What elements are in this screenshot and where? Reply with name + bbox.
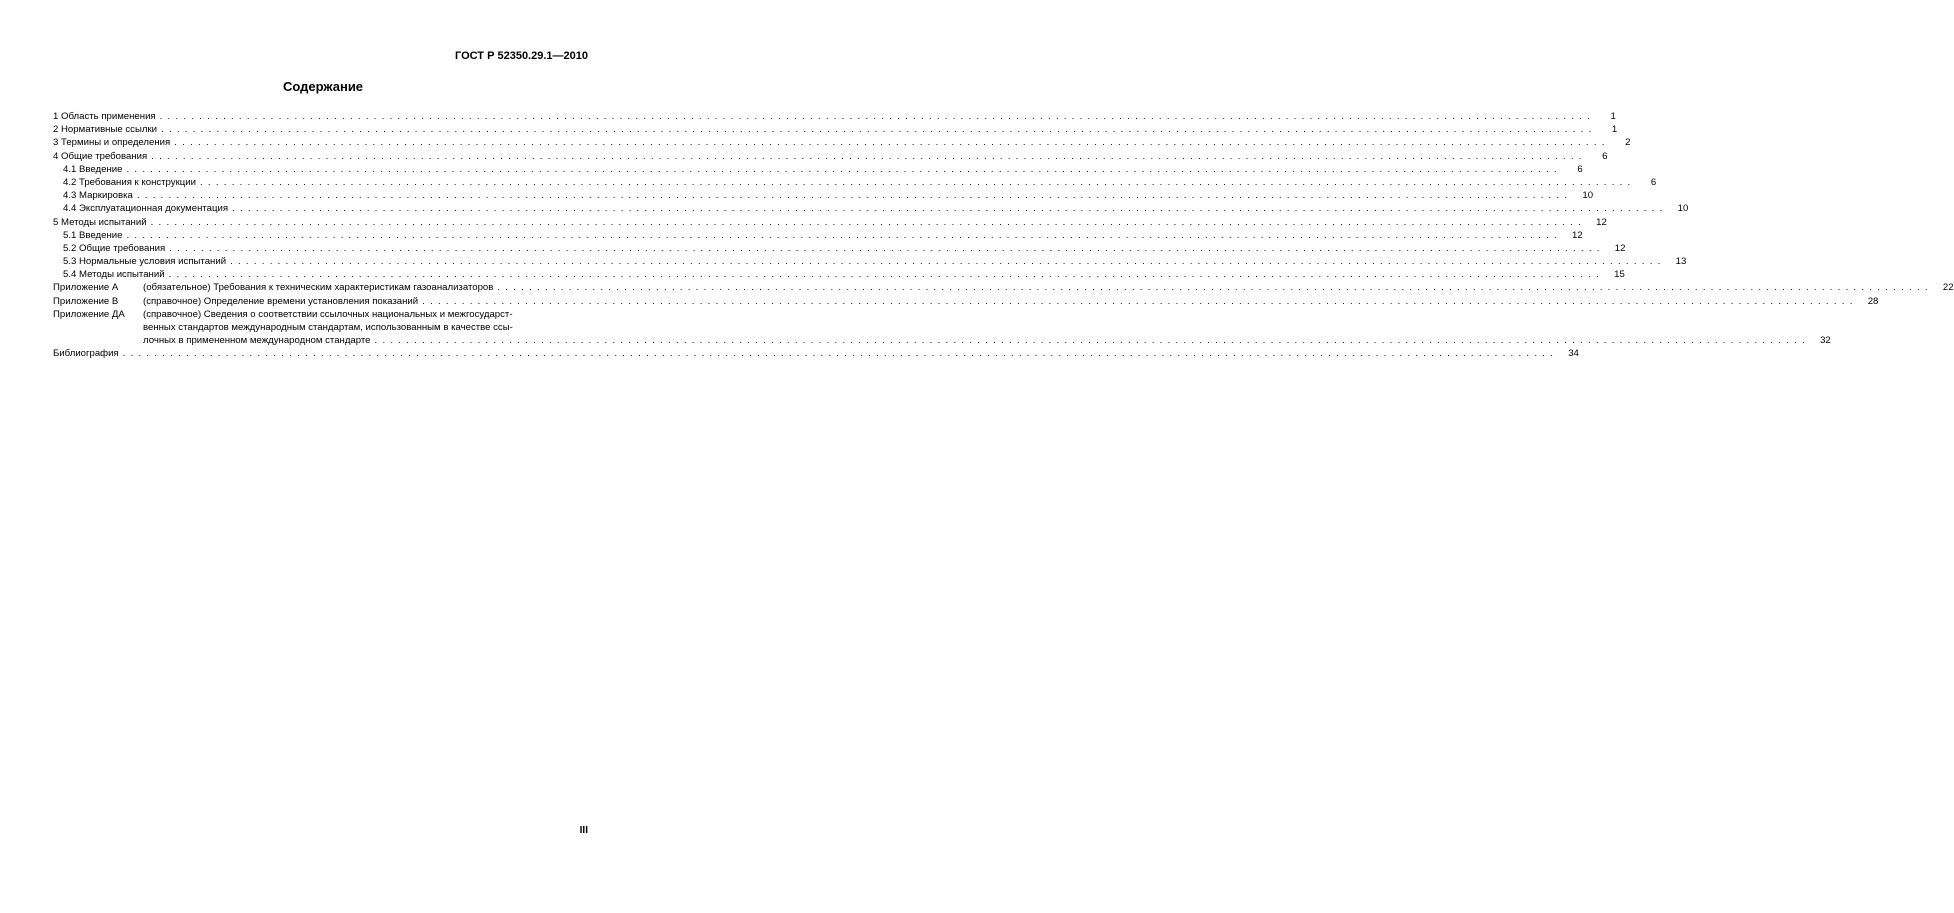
leader-dots — [169, 268, 1599, 281]
toc-entry-label: 4.1 Введение — [63, 163, 123, 175]
toc-entry-label: 1 Область применения — [53, 111, 156, 122]
appendix-key: Приложение ДА — [53, 308, 125, 320]
toc-entry-page: 10 — [1677, 203, 1689, 215]
toc-entry-bibliography[interactable] — [53, 347, 1579, 360]
appendix-key: Приложение А — [53, 282, 119, 294]
toc-entry[interactable] — [53, 216, 1607, 229]
toc-entry-page: 10 — [1582, 190, 1594, 202]
appendix-title-line: (справочное) Сведения о соответствии ссылочных национальных и межгосударст- — [143, 308, 513, 320]
toc-entry-page: 34 — [1568, 348, 1579, 360]
toc-entry-page: 15 — [1614, 269, 1625, 281]
appendix-page: 28 — [1867, 295, 1879, 307]
toc-entry-page: 6 — [1650, 176, 1657, 188]
appendix-entry[interactable] — [53, 281, 1954, 294]
leader-dots — [151, 216, 1581, 229]
toc-entry-page: 6 — [1577, 163, 1583, 175]
leader-dots — [123, 347, 1553, 360]
toc-entry[interactable] — [53, 110, 1616, 123]
toc-entry-page: 2 — [1625, 137, 1631, 149]
toc-entry[interactable] — [53, 136, 1631, 149]
leader-dots — [160, 110, 1590, 123]
toc-subentry[interactable] — [53, 242, 1626, 255]
appendix-title: (справочное) Определение времени установления показаний — [143, 295, 419, 307]
toc-entry-page: 12 — [1614, 242, 1626, 254]
page-number: III — [579, 825, 588, 836]
leader-dots — [497, 281, 1927, 294]
toc-entry-page: 12 — [1572, 229, 1583, 241]
toc-entry-label: 5.2 Общие требования — [63, 242, 166, 254]
toc-entry-page: 1 — [1610, 111, 1616, 122]
leader-dots — [422, 295, 1852, 308]
leader-dots — [375, 334, 1805, 347]
toc-entry[interactable] — [53, 123, 1618, 136]
appendix-entry[interactable] — [53, 308, 1831, 348]
toc-entry-label: Библиография — [53, 348, 119, 360]
appendix-entry[interactable] — [53, 295, 1879, 308]
leader-dots — [126, 163, 1556, 176]
document-code: ГОСТ Р 52350.29.1—2010 — [454, 50, 588, 62]
leader-dots — [151, 150, 1581, 163]
leader-dots — [161, 123, 1591, 136]
toc-subentry[interactable] — [53, 255, 1687, 268]
table-of-contents — [53, 110, 1954, 361]
leader-dots — [169, 242, 1599, 255]
leader-dots — [174, 136, 1604, 149]
leader-dots — [126, 229, 1556, 242]
toc-subentry[interactable] — [53, 202, 1689, 215]
appendix-title-line: венных стандартов международным стандартам, использованным в качестве ссы- — [143, 322, 513, 333]
toc-subentry[interactable] — [53, 176, 1657, 189]
toc-entry-label: 2 Нормативные ссылки — [53, 124, 158, 136]
appendix-title: (обязательное) Требования к техническим характеристикам газоанализаторов — [143, 282, 494, 294]
toc-entry-label: 4.4 Эксплуатационная документация — [63, 203, 229, 215]
toc-subentry[interactable] — [53, 163, 1583, 176]
leader-dots — [137, 189, 1567, 202]
toc-entry-label: 5 Методы испытаний — [53, 216, 147, 228]
toc-entry-label: 3 Термины и определения — [53, 137, 171, 149]
appendix-page: 22 — [1942, 282, 1954, 294]
toc-entry[interactable] — [53, 150, 1608, 163]
appendix-title-line: лочных в примененном международном стандарте — [143, 335, 371, 347]
page-title: Содержание — [282, 79, 364, 94]
toc-entry-page: 13 — [1675, 256, 1687, 268]
appendix-page: 32 — [1820, 335, 1831, 347]
toc-entry-page: 1 — [1611, 124, 1618, 136]
toc-entry-label: 4.2 Требования к конструкции — [63, 176, 196, 188]
toc-entry-label: 5.3 Нормальные условия испытаний — [63, 256, 227, 268]
toc-entry-label: 5.4 Методы испытаний — [63, 269, 165, 281]
toc-subentry[interactable] — [53, 189, 1594, 202]
leader-dots — [230, 255, 1660, 268]
toc-entry-label: 4.3 Маркировка — [63, 190, 133, 202]
leader-dots — [232, 202, 1662, 215]
leader-dots — [200, 176, 1630, 189]
toc-subentry[interactable] — [53, 229, 1583, 242]
toc-entry-page: 12 — [1596, 216, 1607, 228]
appendix-key: Приложение В — [53, 295, 119, 307]
toc-entry-label: 4 Общие требования — [53, 150, 148, 162]
toc-subentry[interactable] — [53, 268, 1625, 281]
toc-entry-label: 5.1 Введение — [63, 229, 123, 241]
toc-entry-page: 6 — [1602, 150, 1608, 162]
